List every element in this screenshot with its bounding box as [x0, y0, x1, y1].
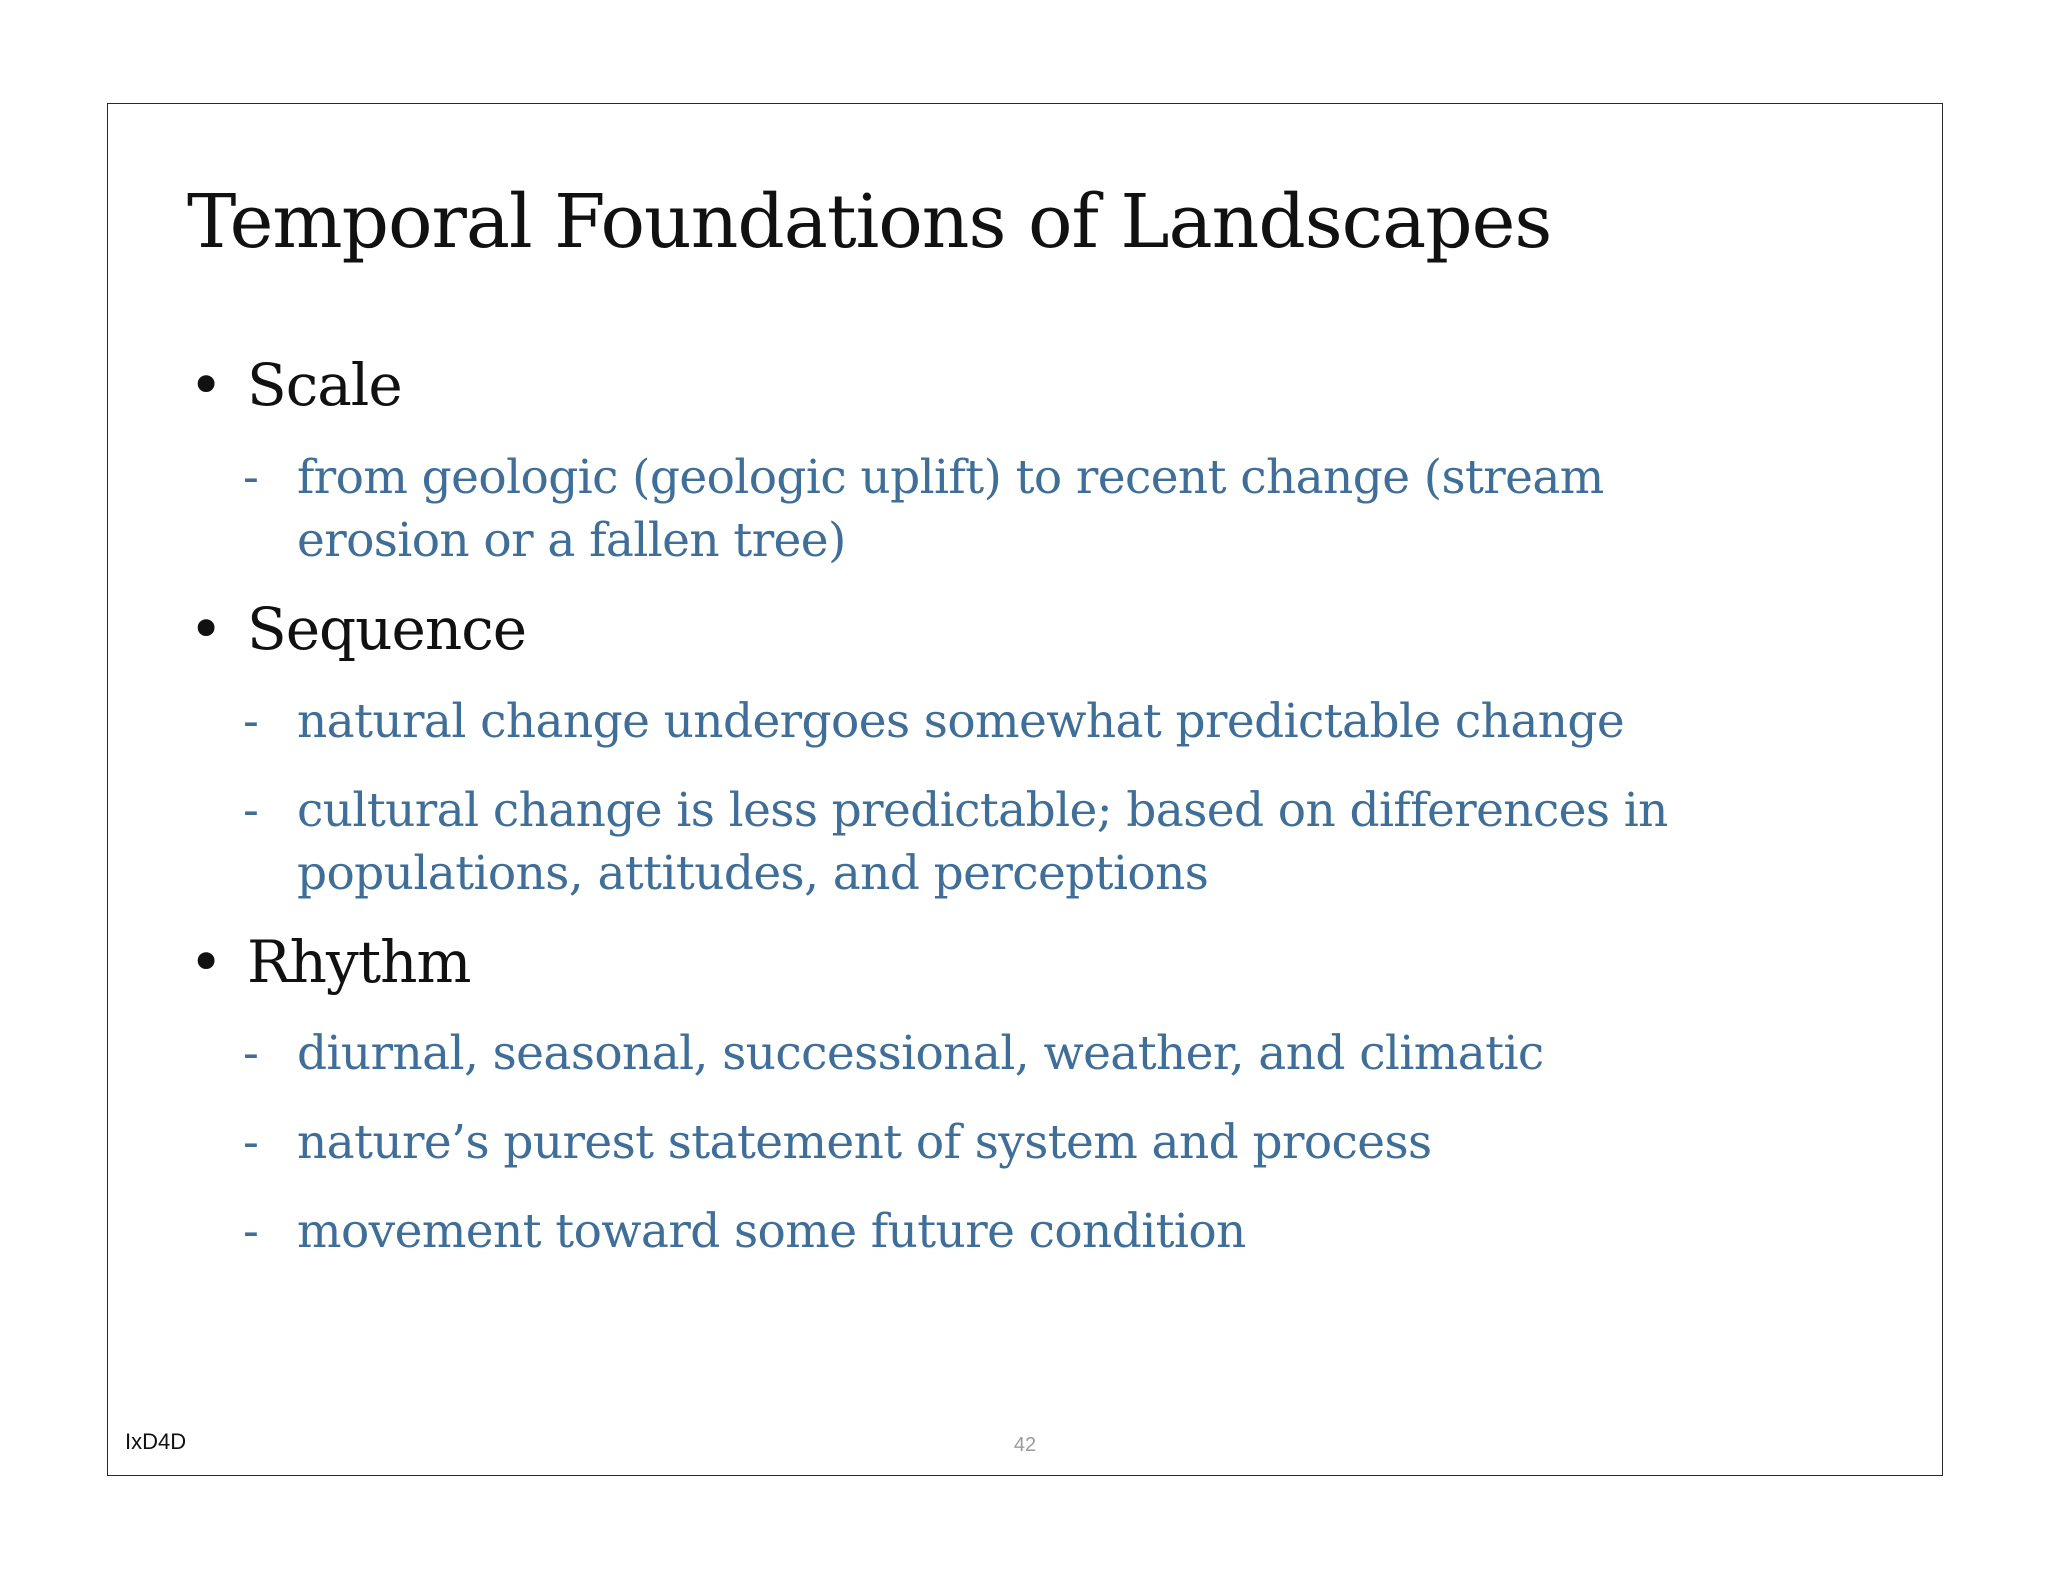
sub-item-text: cultural change is less predictable; based on differences in populations, attitudes, and perceptions: [297, 782, 1668, 901]
bullet-icon: •: [189, 927, 223, 996]
sub-item: [187, 1200, 1787, 1263]
dash-icon: -: [243, 1204, 259, 1260]
sub-list-rhythm: [187, 1022, 1787, 1263]
sub-item: [187, 779, 1787, 905]
bullet-text: Rhythm: [247, 927, 471, 996]
sub-item: [187, 1111, 1787, 1174]
bullet-text: Sequence: [247, 594, 527, 663]
dash-icon: -: [243, 693, 259, 749]
bullet-sequence: [187, 594, 1787, 663]
sub-item: [187, 446, 1787, 572]
bullet-rhythm: [187, 927, 1787, 996]
bullet-scale: [187, 351, 1787, 419]
sub-item-text: diurnal, seasonal, successional, weather, and climatic: [297, 1026, 1544, 1082]
sub-list-scale: [187, 446, 1787, 572]
dash-icon: -: [243, 449, 259, 505]
dash-icon: -: [243, 782, 259, 838]
slide-title: Temporal Foundations of Landscapes: [187, 179, 1552, 265]
sub-item-text: from geologic (geologic uplift) to recent change (stream erosion or a fallen tree): [297, 449, 1604, 568]
footer-label: IxD4D: [125, 1429, 187, 1454]
sub-item: [187, 690, 1787, 753]
sub-item-text: nature’s purest statement of system and process: [297, 1115, 1432, 1171]
sub-item-text: natural change undergoes somewhat predictable change: [297, 693, 1625, 749]
bullet-icon: •: [189, 594, 223, 663]
slide-content: [187, 351, 1787, 1289]
page-number: 42: [1013, 1434, 1037, 1456]
dash-icon: -: [243, 1026, 259, 1082]
bullet-text: Scale: [247, 351, 402, 419]
bullet-icon: •: [189, 351, 223, 419]
sub-item-text: movement toward some future condition: [297, 1204, 1246, 1260]
sub-item: [187, 1022, 1787, 1085]
slide: [107, 103, 1943, 1476]
sub-list-sequence: [187, 690, 1787, 905]
dash-icon: -: [243, 1115, 259, 1171]
